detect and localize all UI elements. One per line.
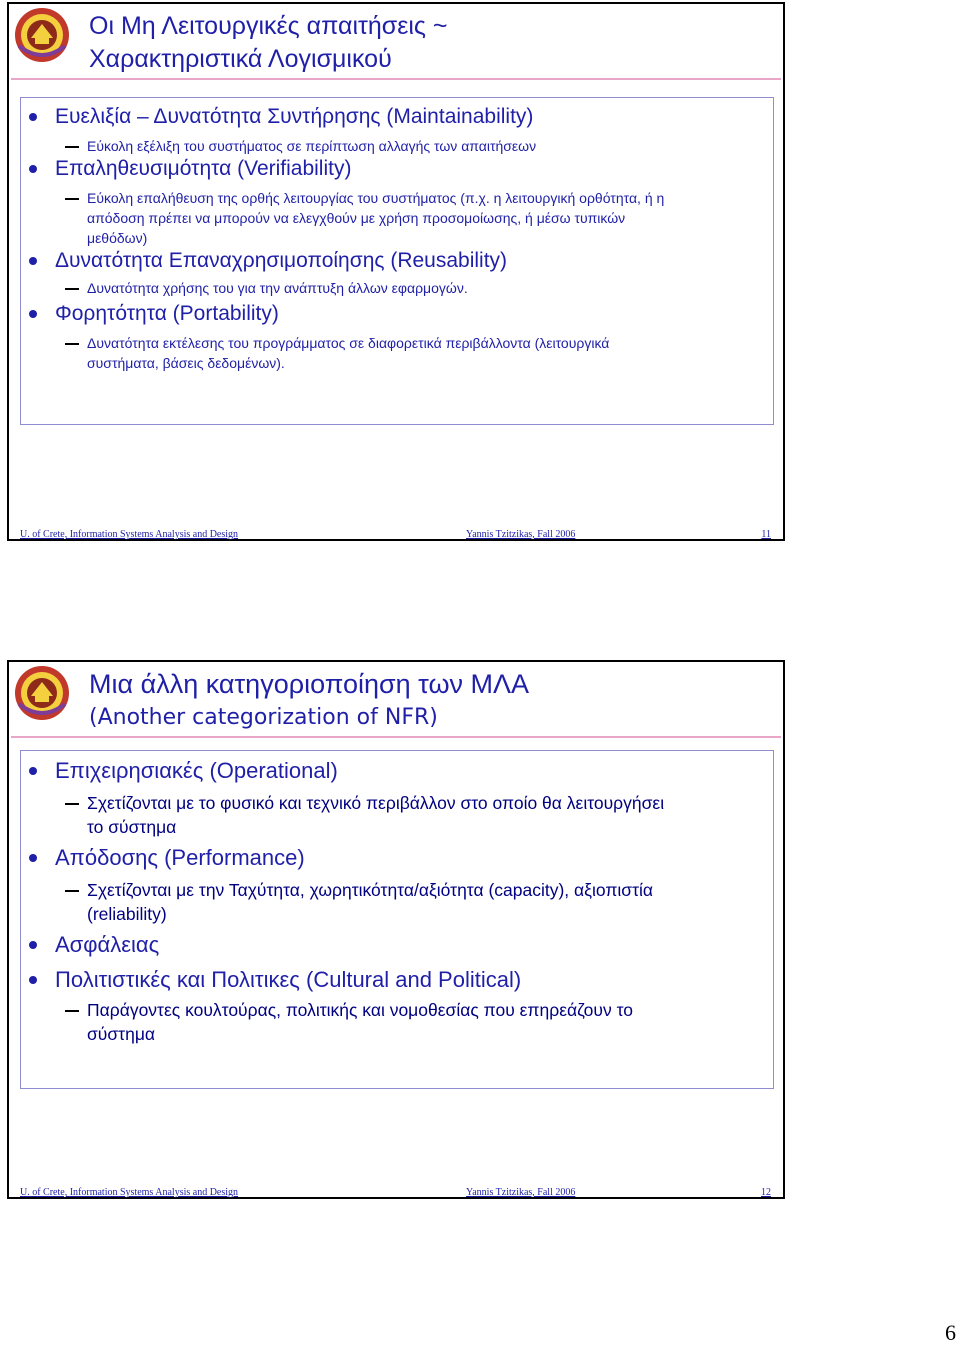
bullet-icon — [29, 941, 37, 949]
bullet-icon — [29, 854, 37, 862]
bullet-icon — [29, 310, 37, 318]
slide-title — [89, 10, 779, 76]
footer-course: U. of Crete, Information Systems Analysis and Design — [20, 1187, 239, 1198]
content-box — [20, 97, 774, 425]
page-number: 6 — [945, 1320, 956, 1345]
item-detail-line: Σχετίζονται με την Ταχύτητα, χωρητικότητα/αξιότητα (capacity), αξιοπιστία — [87, 880, 654, 900]
footer-author: Yannis Tzitzikas, Fall 2006 — [466, 1187, 576, 1198]
item-heading: Πολιτιστικές και Πολιτικες (Cultural and Political) — [55, 967, 522, 992]
dash-icon — [65, 343, 79, 345]
item-detail-line: μεθόδων) — [87, 230, 148, 246]
title-divider — [11, 78, 781, 80]
title-line-2: (Another categorization of NFR) — [89, 705, 438, 730]
bullet-icon — [29, 976, 37, 984]
bullet-icon — [29, 113, 37, 121]
slide-12 — [7, 660, 785, 1199]
title-line-1: Οι Μη Λειτουργικές απαιτήσεις ~ — [89, 12, 448, 40]
footer-slide-number: 11 — [761, 529, 771, 540]
item-detail-line: συστήματα, βάσεις δεδομένων). — [87, 355, 285, 371]
dash-icon — [65, 198, 79, 200]
content-box — [20, 750, 774, 1089]
item-heading: Απόδοσης (Performance) — [55, 845, 305, 870]
item-heading: Ασφάλειας — [55, 932, 160, 957]
item-detail-line: Παράγοντες κουλτούρας, πολιτικής και νομοθεσίας που επηρεάζουν το — [87, 1000, 633, 1020]
item-detail: Εύκολη εξέλιξη του συστήματος σε περίπτωση αλλαγής των απαιτήσεων — [87, 138, 537, 154]
bullet-icon — [29, 767, 37, 775]
bullet-icon — [29, 257, 37, 265]
item-detail-line: σύστημα — [87, 1024, 156, 1044]
footer-slide-number: 12 — [761, 1187, 771, 1198]
item-detail-line: (reliability) — [87, 904, 167, 924]
item-detail-line: απόδοση πρέπει να μπορούν να ελεγχθούν με χρήση προσομοίωσης, ή μέσω τυπικών — [87, 210, 626, 226]
item-heading: Ευελιξία – Δυνατότητα Συντήρησης (Maintainability) — [55, 105, 534, 128]
dash-icon — [65, 146, 79, 148]
item-detail-line: το σύστημα — [87, 817, 177, 837]
item-heading: Δυνατότητα Επαναχρησιμοποίησης (Reusability) — [55, 249, 508, 272]
item-detail-line: Σχετίζονται με το φυσικό και τεχνικό περιβάλλον στο οποίο θα λειτουργήσει — [87, 793, 665, 813]
slide-11 — [7, 2, 785, 541]
title-line-1: Μια άλλη κατηγοριοποίηση των ΜΛΑ — [89, 669, 530, 699]
title-line-2: Χαρακτηριστικά Λογισμικού — [89, 45, 392, 73]
slide-title — [89, 668, 779, 734]
title-divider — [11, 736, 781, 738]
item-heading: Φορητότητα (Portability) — [55, 302, 279, 325]
item-detail-line: Εύκολη επαλήθευση της ορθής λειτουργίας του συστήματος (π.χ. η λειτουργική ορθότητα, ή η — [87, 190, 665, 206]
item-heading: Επαληθευσιμότητα (Verifiability) — [55, 157, 352, 180]
dash-icon — [65, 1010, 79, 1012]
bullet-icon — [29, 165, 37, 173]
dash-icon — [65, 890, 79, 892]
item-heading: Επιχειρησιακές (Operational) — [55, 758, 338, 783]
item-detail-line: Δυνατότητα εκτέλεσης του προγράμματος σε διαφορετικά περιβάλλοντα (λειτουργικά — [87, 335, 610, 351]
dash-icon — [65, 288, 79, 290]
item-detail: Δυνατότητα χρήσης του για την ανάπτυξη άλλων εφαρμογών. — [87, 280, 468, 296]
university-seal-icon — [13, 664, 71, 722]
footer-author: Yannis Tzitzikas, Fall 2006 — [466, 529, 576, 540]
dash-icon — [65, 803, 79, 805]
university-seal-icon — [13, 6, 71, 64]
footer-course: U. of Crete, Information Systems Analysis and Design — [20, 529, 239, 540]
